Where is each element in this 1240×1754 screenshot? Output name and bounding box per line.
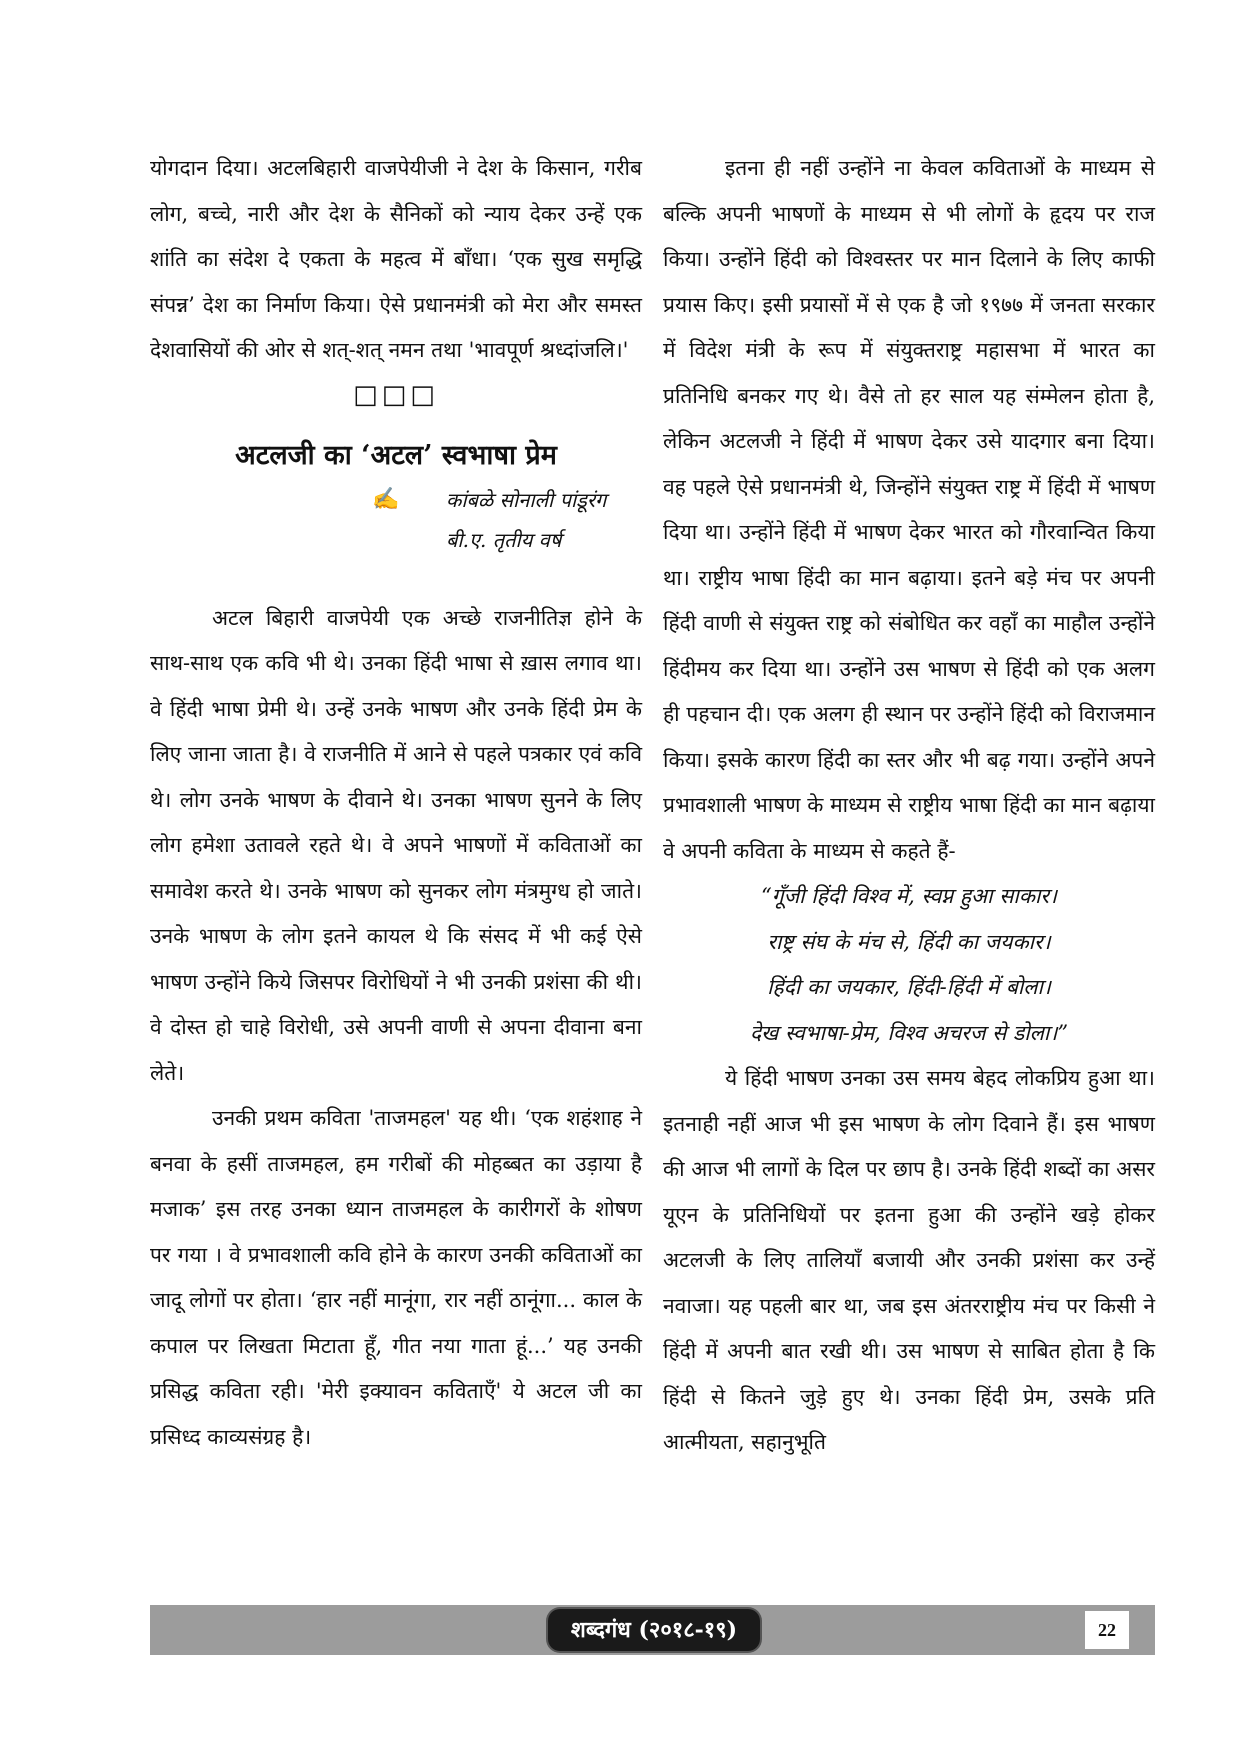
continued-paragraph: योगदान दिया। अटलबिहारी वाजपेयीजी ने देश के किसान, गरीब लोग, बच्चे, नारी और देश के सैनिकों को न्याय देकर उन्हें एक शांति का संदेश दे एकता के महत्व में बाँधा। ‘एक सुख समृद्धि संपन्न’ देश का निर्माण किया। ऐसे प्रधानमंत्री को मेरा और समस्त देशवासियों की ओर से शत्-शत् नमन तथा 'भावपूर्ण श्रध्दांजलि।' <box>150 156 642 362</box>
poem-quote <box>663 874 1155 1056</box>
section-separator: □□□ <box>353 379 439 410</box>
left-column <box>150 146 642 1460</box>
page-footer <box>150 1605 1155 1655</box>
article-paragraph-4: ये हिंदी भाषण उनका उस समय बेहद लोकप्रिय हुआ था। इतनाही नहीं आज भी इस भाषण के लोग दिवाने हैं। इस भाषण की आज भी लागों के दिल पर छाप है। उनके हिंदी शब्दों का असर यूएन के प्रतिनिधियों पर इतना हुआ की उन्होंने खड़े होकर अटलजी के लिए तालियाँ बजायी और उनकी प्रशंसा कर उन्हें नवाजा। यह पहली बार था, जब इस अंतरराष्ट्रीय मंच पर किसी ने हिंदी में अपनी बात रखी थी। उस भाषण से साबित होता है कि हिंदी से कितने जुड़े हुए थे। उनका हिंदी प्रेम, उसके प्रति आत्मीयता, सहानुभूति <box>663 1066 1155 1454</box>
author-name: कांबळे सोनाली पांडूरंग <box>446 487 607 512</box>
poem-line: “गूँजी हिंदी विश्व में, स्वप्न हुआ साकार। <box>761 884 1057 908</box>
poem-line: हिंदी का जयकार, हिंदी-हिंदी में बोला। <box>767 975 1051 999</box>
journal-title-badge: शब्दगंध (२०१८-१९) <box>548 1609 760 1651</box>
poem-line: देख स्वभाषा-प्रेम, विश्व अचरज से डोला।” <box>749 1020 1069 1045</box>
article-paragraph-1: अटल बिहारी वाजपेयी एक अच्छे राजनीतिज्ञ होने के साथ-साथ एक कवि भी थे। उनका हिंदी भाषा से ख़ास लगाव था। वे हिंदी भाषा प्रेमी थे। उन्हें उनके भाषण और उनके हिंदी प्रेम के लिए जाना जाता है। वे राजनीति में आने से पहले पत्रकार एवं कवि थे। लोग उनके भाषण के दीवाने थे। उनका भाषण सुनने के लिए लोग हमेशा उतावले रहते थे। वे अपने भाषणों में कविताओं का समावेश करते थे। उनके भाषण को सुनकर लोग मंत्रमुग्ध हो जाते। उनके भाषण के लोग इतने कायल थे कि संसद में भी कई ऐसे भाषण उन्होंने किये जिसपर विरोधियों ने भी उनकी प्रशंसा की थी। वे दोस्त हो चाहे विरोधी, उसे अपनी वाणी से अपना दीवाना बना लेते। <box>150 605 642 1085</box>
article-paragraph-2: उनकी प्रथम कविता 'ताजमहल' यह थी। ‘एक शहंशाह ने बनवा के हसीं ताजमहल, हम गरीबों की मोहब्बत का उड़ाया है मजाक’ इस तरह उनका ध्यान ताजमहल के कारीगरों के शोषण पर गया । वे प्रभावशाली कवि होने के कारण उनकी कविताओं का जादू लोगों पर होता। ‘हार नहीं मानूंगा, रार नहीं ठानूंगा... काल के कपाल पर लिखता मिटाता हूँ, गीत नया गाता हूं...’ यह उनकी प्रसिद्ध कविता रही। 'मेरी इक्यावन कविताएँ' ये अटल जी का प्रसिध्द काव्यसंग्रह है। <box>150 1106 642 1449</box>
right-column <box>663 146 1155 1466</box>
author-class: बी.ए. तृतीय वर्ष <box>446 527 562 552</box>
article-paragraph-3: इतना ही नहीं उन्होंने ना केवल कविताओं के माध्यम से बल्कि अपनी भाषणों के माध्यम से भी लोगों के हृदय पर राज किया। उन्होंने हिंदी को विश्वस्तर पर मान दिलाने के लिए काफी प्रयास किए। इसी प्रयासों में से एक है जो १९७७ में जनता सरकार में विदेश मंत्री के रूप में संयुक्तराष्ट्र महासभा में भारत का प्रतिनिधि बनकर गए थे। वैसे तो हर साल यह संम्मेलन होता है, लेकिन अटलजी ने हिंदी में भाषण देकर उसे यादगार बना दिया। वह पहले ऐसे प्रधानमंत्री थे, जिन्होंने संयुक्त राष्ट्र में हिंदी में भाषण दिया था। उन्होंने हिंदी में भाषण देकर भारत को गौरवान्वित किया था। राष्ट्रीय भाषा हिंदी का मान बढ़ाया। इतने बड़े मंच पर अपनी हिंदी वाणी से संयुक्त राष्ट्र को संबोधित कर वहाँ का माहौल उन्होंने हिंदीमय कर दिया था। उन्होंने उस भाषण से हिंदी को एक अलग ही पहचान दी। एक अलग ही स्थान पर उन्होंने हिंदी को विराजमान किया। इसके कारण हिंदी का स्तर और भी बढ़ गया। उन्होंने अपने प्रभावशाली भाषण के माध्यम से राष्ट्रीय भाषा हिंदी का मान बढ़ाया वे अपनी कविता के माध्यम से कहते हैं- <box>663 156 1155 863</box>
article-title: अटलजी का ‘अटल’ स्वभाषा प्रेम <box>235 439 557 471</box>
poem-line: राष्ट्र संघ के मंच से, हिंदी का जयकार। <box>767 929 1051 954</box>
pen-icon: ✍ <box>372 486 400 512</box>
byline <box>150 480 642 566</box>
page-number: 22 <box>1085 1611 1129 1649</box>
